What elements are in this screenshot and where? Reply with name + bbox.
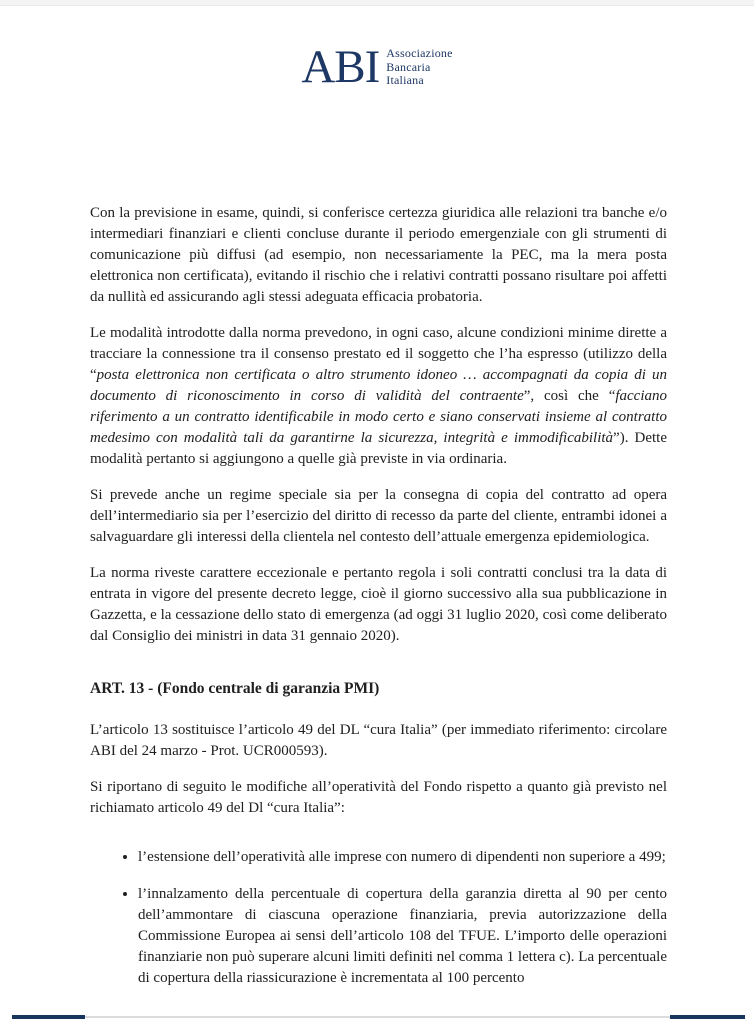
- abi-logo-org-line: Italiana: [386, 73, 424, 88]
- paragraph-modalita-quote-italic: facciano riferimento a un contratto identificabile in modo certo e siano conservati insieme al contratto medesimo con modalità tali da garantirne la sicurezza, integrità e immodificabilità: [90, 388, 668, 446]
- paragraph-modalita-roman: ”). Dette modalità pertanto si aggiungono a quelle già previste in via ordinaria.: [90, 430, 668, 467]
- paragraph-previsione: Con la previsione in esame, quindi, si conferisce certezza giuridica alle relazioni tra banche e/o intermediari finanziari e clienti concluse durante il periodo emergenziale con gli strumenti di comunicazione più diffusi (ad esempio, non necessariamente la PEC, ma la mera posta elettronica non certificata), evitando il rischio che i relativi contratti possano risultare poi affetti da nullità ed assicurando agli stessi adeguata efficacia probatoria.: [90, 205, 667, 305]
- paragraph-modalita-roman: ”, così che “: [523, 388, 616, 404]
- list-item-estensione: • l’estensione dell’operatività alle imprese con numero di dipendenti non superiore a 499;: [138, 847, 667, 868]
- paragraph-modalita-roman: Le modalità introdotte dalla norma prevedono, in ogni caso, alcune condizioni minime dirette a tracciare la connessione tra il consenso prestato ed il soggetto che l’ha espresso (utilizzo della “: [90, 325, 667, 383]
- paragraph-regime-speciale: Si prevede anche un regime speciale sia per la consegna di copia del contratto ad opera dell’intermediario sia per l’esercizio del diritto di recesso da parte del cliente, entrambi idonei a salvaguardare gli interessi della clientela nel contesto dell’attuale emergenza epidemiologica.: [90, 487, 667, 545]
- abi-logo-orgname: [386, 47, 452, 88]
- abi-logo-org-line: Associazione: [386, 46, 453, 61]
- paragraph-norma-eccezionale: La norma riveste carattere eccezionale e pertanto regola i soli contratti conclusi tra la data di entrata in vigore del presente decreto legge, cioè il giorno successivo alla sua pubblicazione in Gazzetta, e la cessazione dello stato di emergenza (ad oggi 31 luglio 2020, così come deliberato dal Consiglio dei ministri in data 31 gennaio 2020).: [90, 565, 667, 644]
- paragraph-modalita: [90, 323, 667, 470]
- abi-logo-org-line: Bancaria: [386, 59, 431, 74]
- article-13-heading: ART. 13 - (Fondo centrale di garanzia PMI): [90, 680, 380, 697]
- paragraph-modalita-quote-italic: posta elettronica non certificata o altro strumento idoneo … accompagnati da copia di un documento di riconoscimento in corso di validità del contraente: [90, 367, 667, 404]
- footer-center-line: [85, 1016, 670, 1018]
- paragraph-modifiche-intro: Si riportano di seguito le modifiche all’operatività del Fondo rispetto a quanto già previsto nel richiamato articolo 49 del Dl “cura Italia”:: [90, 779, 667, 816]
- footer-right-bar: [670, 1015, 745, 1019]
- document-body: [90, 203, 667, 989]
- page-top-edge: [0, 0, 754, 6]
- list-item-innalzamento: • l’innalzamento della percentuale di copertura della garanzia diretta al 90 per cento dell’ammontare di ciascuna operazione finanziaria, previa autorizzazione della Commissione Europea ai sensi dell’articolo 108 del TFUE. L’importo delle operazioni finanziarie non può superare alcuni limiti definiti nel comma 1 lettera c). La percentuale di copertura della riassicurazione è incrementata al 100 percento: [138, 884, 667, 989]
- modifiche-list: [90, 847, 667, 989]
- page-footer-rule: [12, 1015, 745, 1019]
- abi-logo: [0, 0, 754, 91]
- footer-left-bar: [12, 1015, 85, 1019]
- paragraph-articolo-13: L’articolo 13 sostituisce l’articolo 49 del DL “cura Italia” (per immediato riferimento: circolare ABI del 24 marzo - Prot. UCR000593).: [90, 722, 667, 759]
- abi-logo-abbr: ABI: [301, 41, 380, 93]
